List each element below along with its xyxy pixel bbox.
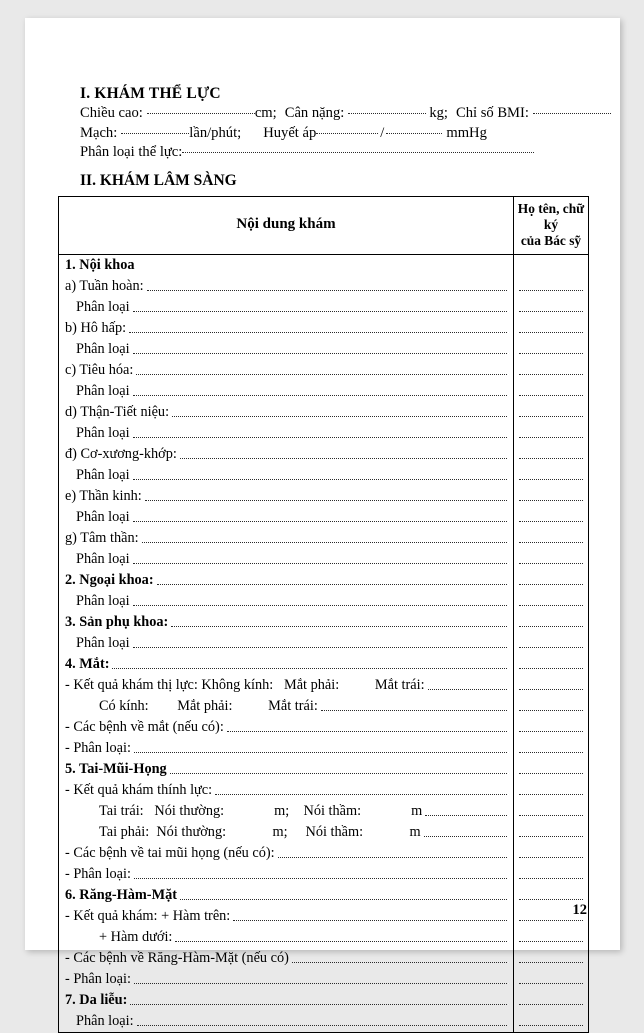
signature-row[interactable]: [519, 696, 583, 717]
signature-line: [519, 843, 583, 858]
height-label: Chiều cao:: [80, 105, 143, 121]
exam-row-list: [59, 255, 513, 1032]
exam-row[interactable]: [59, 822, 513, 843]
exam-row-fill-line[interactable]: [137, 1025, 507, 1026]
signature-line: [519, 402, 583, 417]
exam-row[interactable]: [59, 696, 513, 717]
blood-pressure-systolic-input[interactable]: [316, 122, 378, 134]
exam-row-label: Tai phải: Nói thường: m; Nói thầm: m: [99, 823, 421, 840]
exam-row[interactable]: [59, 591, 513, 612]
exam-row-label: Phân loại: [76, 382, 130, 399]
exam-row[interactable]: [59, 402, 513, 423]
document-page: [25, 18, 620, 1029]
signature-row[interactable]: [519, 612, 583, 633]
exam-row-label: Phân loại: [76, 592, 130, 609]
exam-row-label: Phân loại: [76, 340, 130, 357]
signature-row[interactable]: [519, 738, 583, 759]
height-input[interactable]: [147, 102, 255, 114]
signature-line: [519, 276, 583, 291]
exam-row[interactable]: [59, 717, 513, 738]
exam-row-fill-line[interactable]: [133, 437, 507, 438]
exam-row-label: 1. Nội khoa: [65, 256, 135, 273]
signature-line: [519, 297, 583, 312]
exam-row-label: Phân loại: [76, 466, 130, 483]
section-clinical-heading: II. KHÁM LÂM SÀNG: [80, 171, 237, 189]
signature-row[interactable]: [519, 339, 583, 360]
exam-row-fill-line[interactable]: [170, 773, 507, 774]
exam-row[interactable]: [59, 864, 513, 885]
signature-row[interactable]: [519, 654, 583, 675]
exam-row[interactable]: [59, 318, 513, 339]
signature-row[interactable]: [519, 948, 583, 969]
exam-row-label: 7. Da liễu:: [65, 991, 128, 1008]
exam-row-label: - Kết quả khám: + Hàm trên:: [65, 907, 231, 924]
exam-row-fill-line[interactable]: [424, 836, 507, 837]
signature-line: [519, 507, 583, 522]
exam-row-label: e) Thần kinh:: [65, 487, 142, 504]
exam-row-label: - Kết quả khám thị lực: Không kính: Mắt phải: Mắt trái:: [65, 676, 425, 693]
exam-row[interactable]: [59, 465, 513, 486]
physical-row-classification: [80, 143, 588, 163]
signature-line: [519, 696, 583, 711]
exam-row-label: - Phân loại:: [65, 865, 131, 882]
signature-line: [519, 318, 583, 333]
signature-row[interactable]: [519, 801, 583, 822]
exam-row-fill-line[interactable]: [133, 311, 507, 312]
weight-label: Cân nặng:: [284, 105, 345, 121]
signature-row[interactable]: [519, 402, 583, 423]
exam-row-label: - Các bệnh về Răng-Hàm-Mặt (nếu có): [65, 949, 289, 966]
signature-row[interactable]: [519, 486, 583, 507]
blood-pressure-separator: /: [380, 124, 385, 141]
signature-line: [519, 738, 583, 753]
signature-row[interactable]: [519, 1011, 583, 1032]
signature-line: [519, 801, 583, 816]
signature-row[interactable]: [519, 633, 583, 654]
exam-row[interactable]: [59, 255, 513, 276]
signature-row[interactable]: [519, 360, 583, 381]
exam-row[interactable]: [59, 528, 513, 549]
exam-row[interactable]: [59, 612, 513, 633]
exam-row-label: d) Thận-Tiết niệu:: [65, 403, 170, 420]
signature-row[interactable]: [519, 591, 583, 612]
exam-row-label: Phân loại: [76, 298, 130, 315]
exam-row-label: 2. Ngoại khoa:: [65, 571, 154, 588]
exam-row[interactable]: [59, 507, 513, 528]
height-unit: cm;: [254, 105, 277, 121]
weight-input[interactable]: [348, 102, 426, 114]
table-header-row: [59, 196, 589, 254]
signature-row[interactable]: [519, 843, 583, 864]
signature-row[interactable]: [519, 528, 583, 549]
signature-row[interactable]: [519, 318, 583, 339]
exam-row-fill-line[interactable]: [175, 941, 507, 942]
signature-row[interactable]: [519, 990, 583, 1011]
column-header-content: Nội dung khám: [59, 196, 514, 254]
form-sheet: [58, 85, 588, 1033]
exam-row-fill-line[interactable]: [133, 563, 507, 564]
exam-row[interactable]: [59, 906, 513, 927]
signature-row[interactable]: [519, 381, 583, 402]
exam-row-label: - Các bệnh về mắt (nếu có):: [65, 718, 224, 735]
exam-row-fill-line[interactable]: [133, 353, 507, 354]
exam-row[interactable]: [59, 1011, 513, 1032]
exam-row[interactable]: [59, 360, 513, 381]
exam-row-fill-line[interactable]: [133, 479, 507, 480]
signature-line: [519, 654, 583, 669]
exam-row-label: c) Tiêu hóa:: [65, 361, 134, 378]
exam-row[interactable]: [59, 843, 513, 864]
exam-row-fill-line[interactable]: [142, 542, 507, 543]
exam-row-fill-line[interactable]: [145, 500, 507, 501]
exam-row-fill-line[interactable]: [171, 626, 507, 627]
exam-row-label: a) Tuần hoàn:: [65, 277, 144, 294]
signature-line: [519, 528, 583, 543]
exam-row-fill-line[interactable]: [129, 332, 507, 333]
exam-row-fill-line[interactable]: [133, 521, 507, 522]
signature-row[interactable]: [519, 570, 583, 591]
bmi-input[interactable]: [533, 102, 611, 114]
pulse-label: Mạch:: [80, 124, 118, 141]
exam-row[interactable]: [59, 738, 513, 759]
signature-line: [519, 633, 583, 648]
exam-content-cell: [59, 254, 514, 1032]
exam-row-fill-line[interactable]: [321, 710, 507, 711]
exam-row-fill-line[interactable]: [130, 1004, 507, 1005]
column-header-signature: [514, 196, 589, 254]
signature-line: [519, 675, 583, 690]
exam-row[interactable]: [59, 486, 513, 507]
exam-row-fill-line[interactable]: [157, 584, 507, 585]
signature-line: [519, 444, 583, 459]
signature-row[interactable]: [519, 759, 583, 780]
signature-line: [519, 612, 583, 627]
signature-line: [519, 381, 583, 396]
signature-row[interactable]: [519, 465, 583, 486]
exam-row-label: 6. Răng-Hàm-Mặt: [65, 886, 177, 903]
exam-row[interactable]: [59, 549, 513, 570]
exam-row[interactable]: [59, 990, 513, 1011]
signature-line: [519, 570, 583, 585]
exam-row[interactable]: [59, 675, 513, 696]
exam-row-fill-line[interactable]: [133, 647, 507, 648]
signature-line: [519, 717, 583, 732]
exam-row-fill-line[interactable]: [215, 794, 507, 795]
exam-row[interactable]: [59, 759, 513, 780]
exam-row-fill-line[interactable]: [133, 605, 507, 606]
signature-row[interactable]: [519, 255, 583, 276]
exam-row-fill-line[interactable]: [134, 752, 507, 753]
exam-row-fill-line[interactable]: [136, 374, 507, 375]
exam-row[interactable]: [59, 654, 513, 675]
signature-line: [519, 948, 583, 963]
bmi-label: Chỉ số BMI:: [455, 105, 529, 121]
signature-line: [519, 759, 583, 774]
signature-line: [519, 1011, 583, 1026]
signature-row[interactable]: [519, 927, 583, 948]
exam-row-label: Có kính: Mắt phải: Mắt trái:: [99, 697, 318, 714]
blood-pressure-label: Huyết áp: [263, 124, 317, 141]
signature-row[interactable]: [519, 780, 583, 801]
exam-row-label: b) Hô hấp:: [65, 319, 127, 336]
signature-row[interactable]: [519, 444, 583, 465]
exam-row[interactable]: [59, 570, 513, 591]
signature-line: [519, 549, 583, 564]
exam-row-fill-line[interactable]: [133, 395, 507, 396]
signature-line: [519, 486, 583, 501]
exam-row-label: Phân loại: [76, 550, 130, 567]
physical-classification-input[interactable]: [182, 141, 534, 153]
exam-row-label: - Các bệnh về tai mũi họng (nếu có):: [65, 844, 275, 861]
signature-row[interactable]: [519, 507, 583, 528]
exam-row-fill-line[interactable]: [172, 416, 507, 417]
exam-row-label: 4. Mắt:: [65, 655, 110, 672]
signature-row[interactable]: [519, 969, 583, 990]
exam-row-label: 3. Sản phụ khoa:: [65, 613, 169, 630]
pulse-unit: lần/phút;: [189, 124, 242, 141]
exam-row[interactable]: [59, 276, 513, 297]
exam-row-fill-line[interactable]: [233, 920, 507, 921]
physical-classification-label: Phân loại thể lực:: [80, 144, 183, 160]
exam-row-label: - Phân loại:: [65, 970, 131, 987]
exam-row-label: Phân loại: [76, 508, 130, 525]
exam-row-fill-line[interactable]: [112, 668, 507, 669]
exam-row-label: g) Tâm thần:: [65, 529, 139, 546]
pulse-input[interactable]: [121, 122, 189, 134]
blood-pressure-diastolic-input[interactable]: [386, 122, 442, 134]
exam-row[interactable]: [59, 780, 513, 801]
exam-row-label: Phân loại: [76, 424, 130, 441]
exam-row[interactable]: [59, 885, 513, 906]
exam-row-fill-line[interactable]: [292, 962, 507, 963]
signature-line: [519, 864, 583, 879]
page-number: 12: [572, 902, 587, 918]
exam-row-fill-line[interactable]: [227, 731, 507, 732]
signature-row[interactable]: [519, 423, 583, 444]
exam-row-label: Phân loại: [76, 634, 130, 651]
exam-row[interactable]: [59, 423, 513, 444]
exam-row-label: - Kết quả khám thính lực:: [65, 781, 213, 798]
exam-row-fill-line[interactable]: [278, 857, 507, 858]
exam-row[interactable]: [59, 381, 513, 402]
exam-row[interactable]: [59, 801, 513, 822]
section-physical-examination: [58, 85, 588, 163]
exam-row[interactable]: [59, 444, 513, 465]
signature-line: [519, 885, 583, 900]
section-physical-heading: I. KHÁM THỂ LỰC: [80, 85, 221, 102]
table-body-row: [59, 254, 589, 1032]
exam-row-fill-line[interactable]: [134, 983, 507, 984]
exam-row-fill-line[interactable]: [428, 689, 507, 690]
signature-row[interactable]: [519, 297, 583, 318]
signature-row[interactable]: [519, 822, 583, 843]
signature-row[interactable]: [519, 675, 583, 696]
signature-row[interactable]: [519, 864, 583, 885]
signature-line: [519, 780, 583, 795]
signature-line: [519, 969, 583, 984]
exam-row[interactable]: [59, 969, 513, 990]
exam-row-label: + Hàm dưới:: [99, 928, 173, 945]
signature-line: [519, 927, 583, 942]
exam-row-fill-line[interactable]: [147, 290, 507, 291]
blood-pressure-unit: mmHg: [446, 124, 487, 141]
exam-row[interactable]: [59, 297, 513, 318]
exam-row-fill-line[interactable]: [180, 899, 507, 900]
exam-row-label: Phân loại:: [76, 1012, 134, 1029]
exam-row-fill-line[interactable]: [425, 815, 507, 816]
exam-row[interactable]: [59, 927, 513, 948]
exam-row-label: đ) Cơ-xương-khớp:: [65, 445, 177, 462]
exam-row-label: 5. Tai-Mũi-Họng: [65, 760, 167, 777]
signature-line: [519, 990, 583, 1005]
exam-row-label: Tai trái: Nói thường: m; Nói thầm: m: [99, 802, 423, 819]
exam-row[interactable]: [59, 948, 513, 969]
exam-row[interactable]: [59, 339, 513, 360]
signature-line: [519, 423, 583, 438]
signature-line: [519, 255, 583, 269]
signature-line: [519, 339, 583, 354]
signature-header-line1: Họ tên, chữ ký: [517, 200, 585, 232]
exam-row[interactable]: [59, 633, 513, 654]
signature-row[interactable]: [519, 549, 583, 570]
signature-line: [519, 822, 583, 837]
exam-row-label: - Phân loại:: [65, 739, 131, 756]
weight-unit: kg;: [429, 105, 448, 121]
signature-line: [519, 465, 583, 480]
exam-row-fill-line[interactable]: [134, 878, 507, 879]
signature-header-line2: của Bác sỹ: [520, 232, 582, 248]
signature-line: [519, 360, 583, 375]
exam-row-fill-line[interactable]: [180, 458, 507, 459]
signature-line: [519, 591, 583, 606]
signature-row[interactable]: [519, 717, 583, 738]
clinical-examination-table: [58, 196, 589, 1033]
signature-row[interactable]: [519, 276, 583, 297]
